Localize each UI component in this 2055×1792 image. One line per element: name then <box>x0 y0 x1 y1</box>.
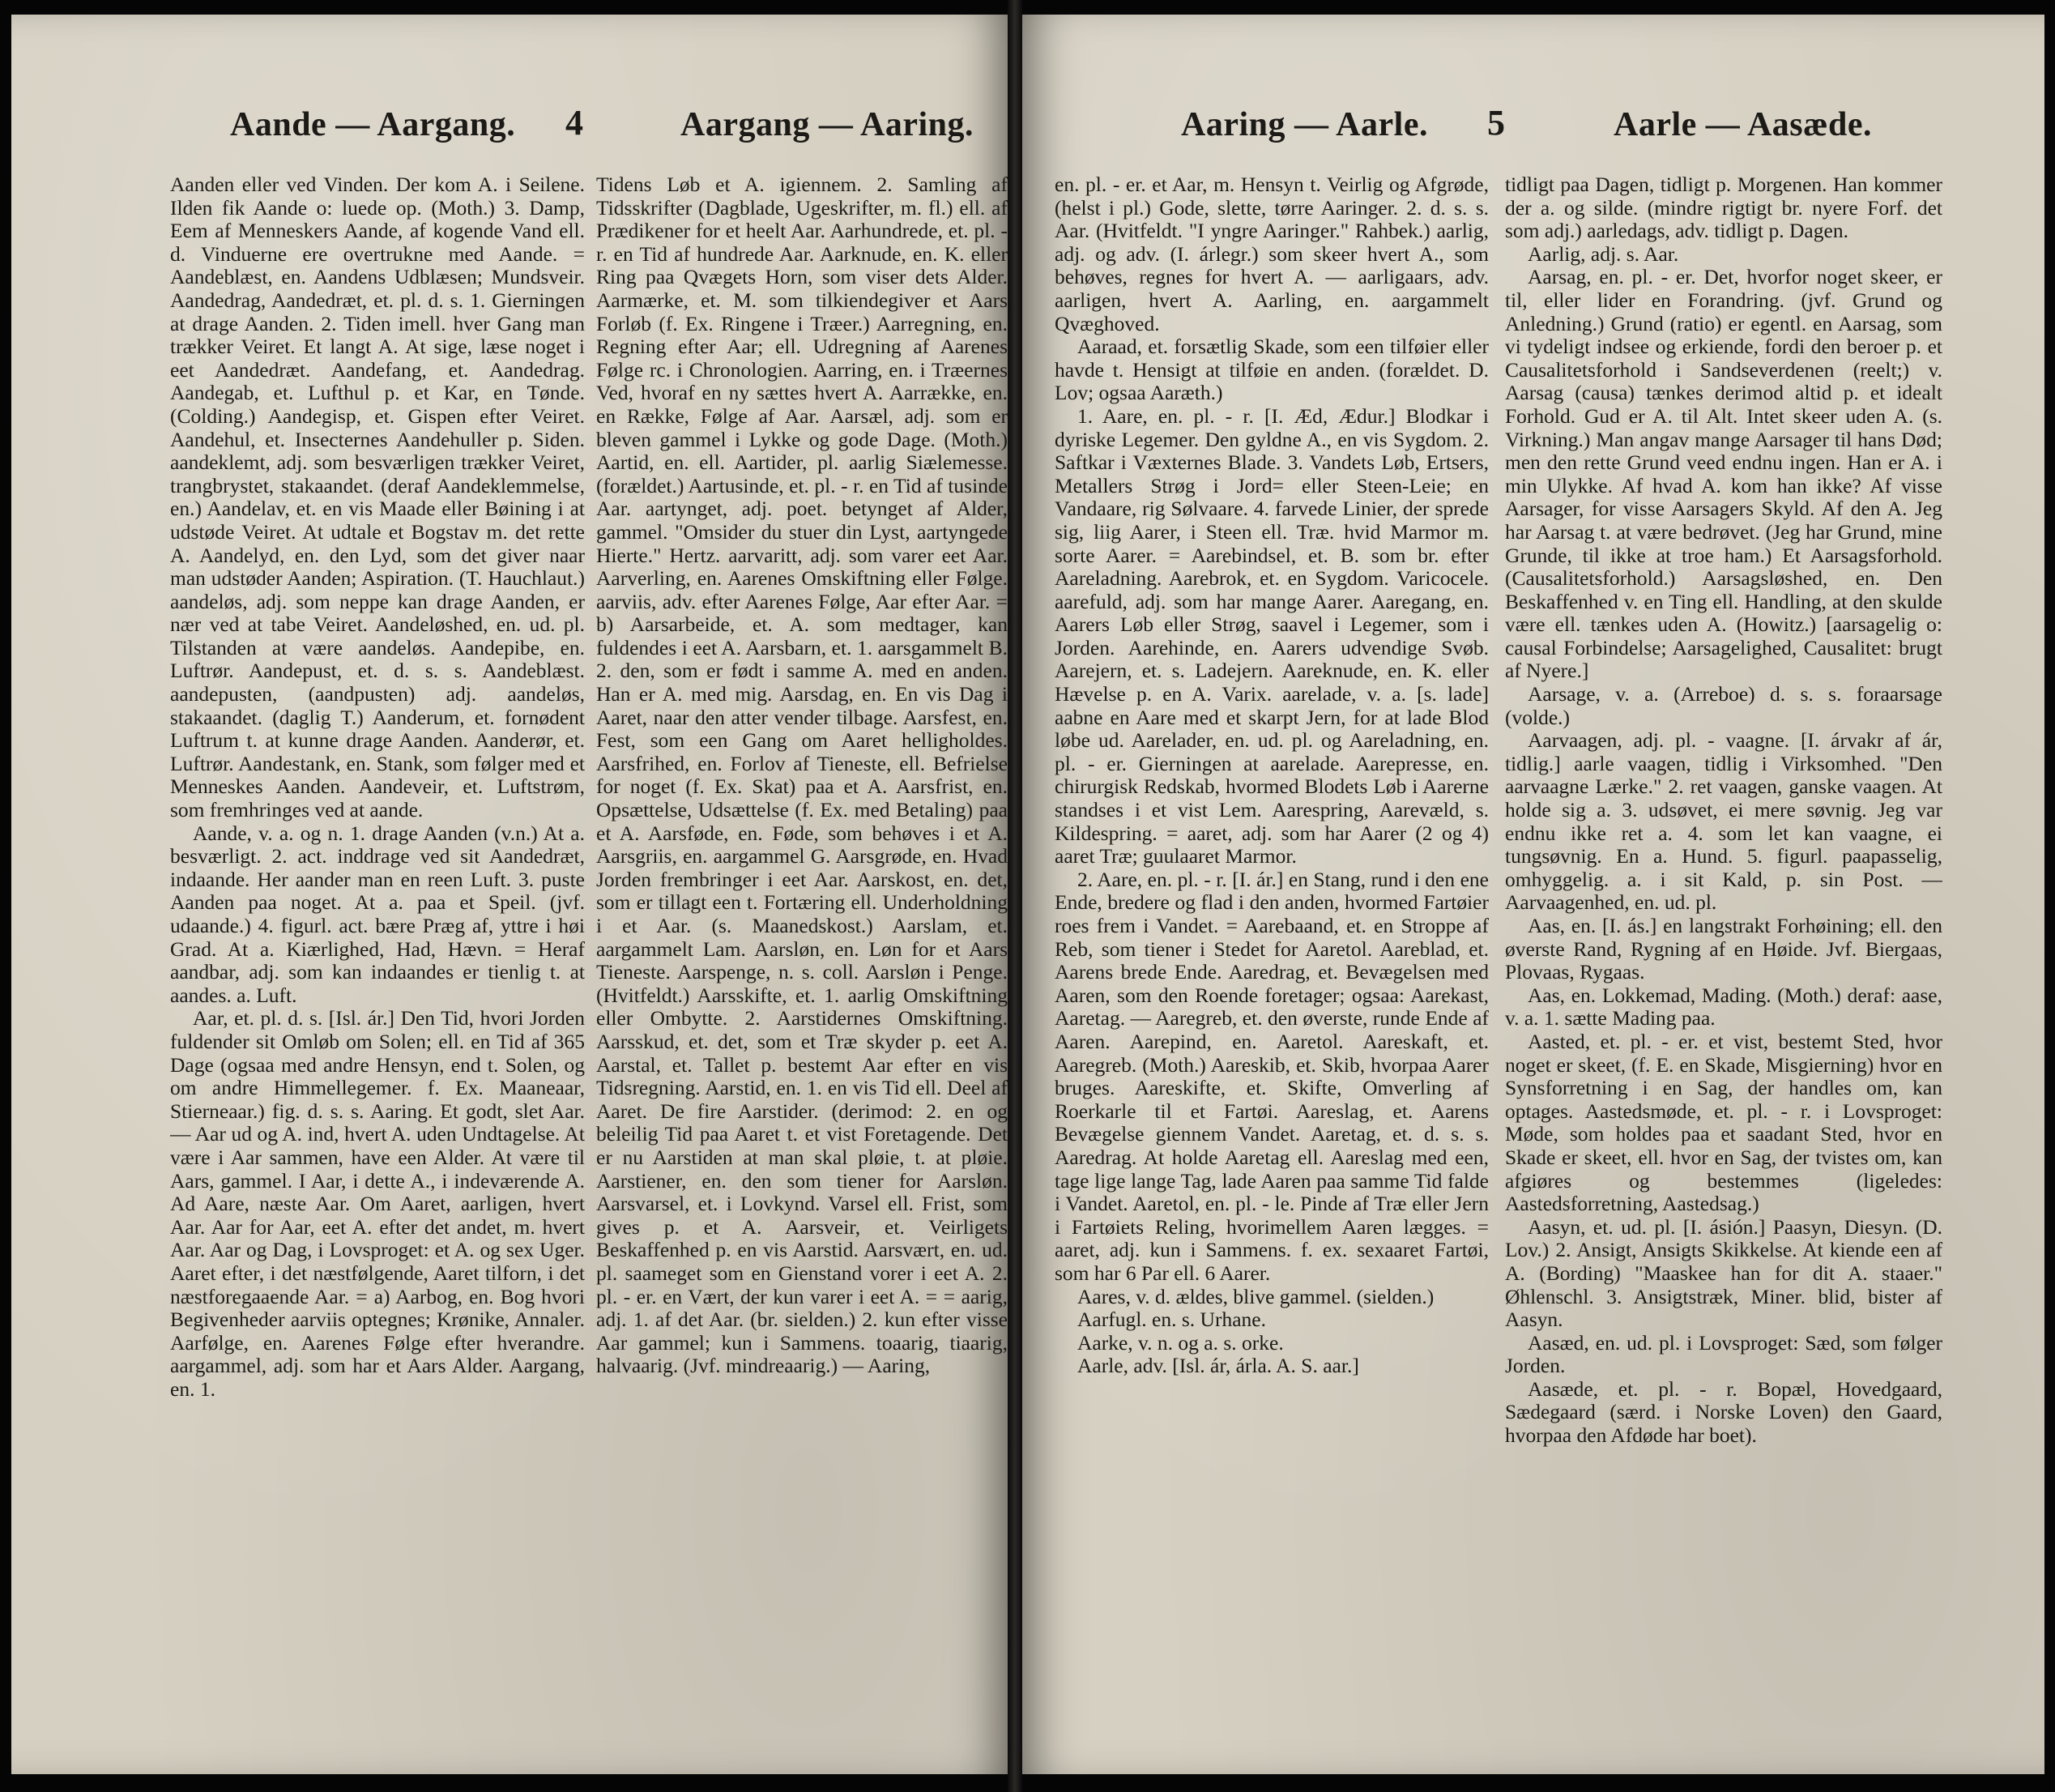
entry-paragraph: 1. Aare, en. pl. - r. [I. Æd, Ædur.] Blodkar i dyriske Legemer. Den gyldne A., en vis Sygdom. 2. Saftkar i Væxternes Blade. 3. Vandets Løb, Ertsers, Metallers Strøg i Jord= eller Steen-Leie; en Vandaare, rig Sølvaare. 4. farvede Linier, der sprede sig, liig Aarer, i Steen ell. Træ. hvid Marmor m. sorte Aarer. = Aarebindsel, et. B. som br. efter Aareladning. Aarebrok, et. en Sygdom. Varicocele. aarefuld, adj. som har mange Aarer. Aaregang, en. Aarers Løb eller Strøg, saavel i Legemer, som i Jorden. Aarehinde, en. Aarers udvendige Svøb. Aarejern, et. s. Ladejern. Aareknude, en. K. eller Hævelse p. en A. Varix. aarelade, v. a. [s. lade] aabne en Aare med et skarpt Jern, for at lade Blod løbe ud. Aarelader, en. ud. pl. og Aareladning, en. pl. - er. Gierningen at aarelade. Aarepresse, en. chirurgisk Redskab, hvormed Blodets Løb i Aarerne standses i et vist Lem. Aarespring, Aarevæld, s. Kildespring. = aaret, adj. som har Aarer (2 og 4) aaret Træ; guulaaret Marmor. <box>1055 403 1489 868</box>
entry-paragraph: tidligt paa Dagen, tidligt p. Morgenen. Han kommer der a. og silde. (mindre rigtigt br. nyere Forf. det som adj.) aarledags, adv. tidligt p. Dagen. <box>1505 173 1942 243</box>
entry-paragraph: Aanden eller ved Vinden. Der kom A. i Seilene. Ilden fik Aande o: luede op. (Moth.) 3. Damp, Eem af Menneskers Aande, af kogende Vand ell. d. Vinduerne ere overtrukne med Aande. = Aandeblæst, en. Aandens Udblæsen; Mundsveir. Aandedrag, Aandedræt, et. pl. d. s. 1. Gierningen at drage Aanden. 2. Tiden imell. hver Gang man trækker Veiret. Et langt A. At sige, læse noget i eet Aandedræt. Aandefang, et. Aandedrag. Aandegab, et. Lufthul p. et Kar, en Tønde. (Colding.) Aandegisp, et. Gispen efter Veiret. Aandehul, et. Insecternes Aandehuller p. Siden. aandeklemt, adj. som besværligen trækker Veiret, trangbrystet, stakaandet. (deraf Aandeklemmelse, en.) Aandelav, et. en vis Maade eller Bøining i at udstøde Veiret. At udtale et Bogstav m. det rette A. Aandelyd, en. den Lyd, som det giver naar man udstøder Aanden; Aspiration. (T. Hauchlaut.) aandeløs, adj. som neppe kan drage Aanden, er nær ved at tabe Veiret. Aandeløshed, en. ud. pl. Tilstanden at være aandeløs. Aandepibe, en. Luftrør. Aandepust, et. d. s. s. Aandeblæst. aandepusten, (aandpusten) adj. aandeløs, stakaandet. (daglig T.) Aanderum, et. fornødent Luftrum t. at kunne drage Aanden. Aanderør, et. Luftrør. Aandestank, en. Stank, som følger med et Menneskes Aanden. Aandeveir, et. Luftstrøm, som fremhringes ved at aande. <box>170 173 585 822</box>
right-page-number: 5 <box>1487 103 1505 143</box>
entry-paragraph: Aande, v. a. og n. 1. drage Aanden (v.n.) At a. besværligt. 2. act. inddrage ved sit Aandedræt, indaande. Her aander man en reen Luft. 3. puste Aanden paa noget. At a. paa et Speil. (jvf. udaande.) 4. figurl. act. bære Præg af, yttre i høi Grad. At a. Kiærlighed, Had, Hævn. = Heraf aandbar, adj. som kan indaandes er tienlig t. at aandes. a. Luft. <box>170 821 585 1007</box>
left-page-running-head-right: Aargang — Aaring. <box>680 106 974 143</box>
right-page-column-1 <box>1055 173 1489 1713</box>
entry-paragraph: Aar, et. pl. d. s. [Isl. ár.] Den Tid, hvori Jorden fuldender sit Omløb om Solen; ell. en Tid af 365 Dage (ogsaa med andre Hensyn, end t. Solen, og om andre Himmellegemer. f. Ex. Maaneaar, Stierneaar.) fig. d. s. s. Aaring. Et godt, slet Aar. — Aar ud og A. ind, hvert A. uden Undtagelse. At være i Aar sammen, have een Alder. At være til Aars, gammel. I Aar, i dette A., i indeværende A. Ad Aare, næste Aar. Om Aaret, aarligen, hvert Aar. Aar for Aar, eet A. efter det andet, m. hvert Aar. Aar og Dag, i Lovsproget: et A. og sex Uger. Aaret efter, i det næstfølgende, Aaret tilforn, i det næstforegaaende Aar. = a) Aarbog, en. Bog hvori Begivenheder aarviis optegnes; Krønike, Annaler. Aarfølge, en. Aarenes Følge efter hverandre. aargammel, adj. som har et Aars Alder. Aargang, en. 1. <box>170 1006 585 1401</box>
entry-paragraph: Aarsag, en. pl. - er. Det, hvorfor noget skeer, er til, eller lider en Forandring. (jvf. Grund og Anledning.) Grund (ratio) er egentl. en Aarsag, som vi tydeligt indsee og erkiende, fordi den beroer p. et Causalitetsforhold i Sandseverdenen (reelt;) v. Aarsag (causa) tænkes derimod altid p. et idealt Forhold. Gud er A. til Alt. Intet skeer uden A. (s. Virkning.) Man angav mange Aarsager til hans Død; men den rette Grund veed endnu ingen. Han er A. i min Ulykke. Af hvad A. kom han ikke? Af visse Aarsager, for visse Aarsagers Skyld. Af den A. Jeg har Aarsag t. at være bedrøvet. (Jeg har Grund, mine Grunde, til ikke at troe ham.) Et Aarsagsforhold. (Causalitetsforhold.) Aarsagsløshed, en. Den Beskaffenhed v. en Ting ell. Handling, at den skulde være ell. tænkes uden A. (Howitz.) [aarsagelig o: causal Forbindelse; Aarsagelighed, Causalitet: brugt af Nyere.] <box>1505 265 1942 683</box>
entry-paragraph: Aas, en. [I. ás.] en langstrakt Forhøining; ell. den øverste Rand, Rygning af en Høide. Jvf. Biergaas, Plovaas, Rygaas. <box>1505 914 1942 984</box>
book-gutter <box>1008 0 1022 1792</box>
entry-paragraph: 2. Aare, en. pl. - r. [I. ár.] en Stang, rund i den ene Ende, bredere og flad i den anden, hvormed Fartøier roes frem i Vandet. = Aarebaand, et. en Stroppe af Reb, som tiener i Stedet for Aaretol. Aareblad, et. Aarens brede Ende. Aaredrag, et. Bevægelsen med Aaren, som den Roende foretager; ogsaa: Aarekast, Aaretag. — Aaregreb, et. den øverste, runde Ende af Aaren. Aarepind, en. Aaretol. Aareskaft, et. Aaregreb. (Moth.) Aareskib, et. Skib, hvorpaa Aarer bruges. Aareskifte, et. Skifte, Omverling af Roerkarle til et Fartøi. Aareslag, et. Aarens Bevægelse giennem Vandet. Aaretag, et. d. s. s. Aaredrag. At holde Aaretag ell. Aareslag med een, tage lige lange Tag, lade Aaren paa samme Tid falde i Vandet. Aaretol, en. pl. - le. Pinde af Træ eller Jern i Fartøiets Reling, hvorimellem Aaren lægges. = aaret, adj. kun i Sammens. f. ex. sexaaret Fartøi, som har 6 Par ell. 6 Aarer. <box>1055 867 1489 1285</box>
entry-paragraph: Aarke, v. n. og a. s. orke. <box>1077 1330 1284 1355</box>
entry-paragraph: Tidens Løb et A. igiennem. 2. Samling af Tidsskrifter (Dagblade, Ugeskrifter, m. fl.) ell. af Prædikener for et heelt Aar. Aarhundrede, et. pl. - r. en Tid af hundrede Aar. Aarknude, en. K. eller Ring paa Qvægets Horn, som viser dets Alder. Aarmærke, et. M. som tilkiendegiver et Aars Forløb (f. Ex. Ringene i Træer.) Aarregning, en. Regning efter Aar; ell. Udregning af Aarenes Følge rc. i Chronologien. Aarring, en. i Træernes Ved, hvoraf en ny sættes hvert A. Aarrække, en. en Række, Følge af Aar. Aarsæl, adj. som er bleven gammel i Lykke og gode Dage. (Moth.) Aartid, en. ell. Aartider, pl. aarlig Siælemesse. (forældet.) Aartusinde, et. pl. - r. en Tid af tusinde Aar. aartynget, adj. poet. betynget af Alder, gammel. "Omsider du stuer din Lyst, aartyngede Hierte." Hertz. aarvaritt, adj. som varer eet Aar. Aarverling, en. Aarenes Omskiftning eller Følge. aarviis, adv. efter Aarenes Følge, Aar efter Aar. = b) Aarsarbeide, et. A. som medtager, kan fuldendes i eet A. Aarsbarn, et. 1. aarsgammelt B. 2. den, som er født i samme A. med en anden. Han er A. med mig. Aarsdag, en. En vis Dag i Aaret, naar den atter vender tilbage. Aarsfest, en. Fest, som een Gang om Aaret helligholdes. Aarsfrihed, en. Forlov af Tieneste, ell. Befrielse for noget (f. Ex. Skat) paa et A. Aarsfrist, en. Opsættelse, Udsættelse (f. Ex. med Betaling) paa et A. Aarsføde, en. Føde, som behøves i et A. Aarsgriis, en. aargammel G. Aarsgrøde, en. Hvad Jorden frembringer i eet Aar. Aarskost, en. det, som er tillagt een t. Fortæring ell. Underholdning i et Aar. (s. Maanedskost.) Aarslam, et. aargammelt Lam. Aarsløn, en. Løn for et Aars Tieneste. Aarspenge, n. s. coll. Aarsløn i Penge. (Hvitfeldt.) Aarsskifte, et. 1. aarlig Omskiftning eller Ombytte. 2. Aarstidernes Omskiftning. Aarsskud, et. det, som et Træ skyder p. eet A. Aarstal, et. Tallet p. bestemt Aar efter en vis Tidsregning. Aarstid, en. 1. en vis Tid ell. Deel af Aaret. De fire Aarstider. (derimod: 2. en og beleilig Tid paa Aaret t. et vist Foretagende. Det er nu Aarstiden at man skal pløie, t. at pløie. Aarstiener, en. den som tiener for Aarsløn. Aarsvarsel, et. i Lovkynd. Varsel ell. Frist, som gives p. et A. Aarsveir, et. Veirligets Beskaffenhed p. en vis Aarstid. Aarsvært, en. ud. pl. saameget som en Gienstand vorer i eet A. 2. pl. - er. en Vært, der kun varer i eet A. = = aarig, adj. 1. af det Aar. (br. sielden.) 2. kun efter visse Aar gammel; kun i Sammens. toaarig, tiaarig, halvaarig. (Jvf. mindreaarig.) — Aaring, <box>596 173 1008 1378</box>
entry-paragraph: Aaraad, et. forsætlig Skade, som een tilføier eller havde t. Hensigt at tilføie en anden. (forældet. D. Lov; ogsaa Aaræth.) <box>1055 335 1489 405</box>
entry-paragraph: Aarsage, v. a. (Arreboe) d. s. s. foraarsage (volde.) <box>1505 682 1942 729</box>
entry-paragraph: Aasted, et. pl. - er. et vist, bestemt Sted, hvor noget er skeet, (f. E. en Skade, Misgierning) hvor en Synsforretning i en Sag, der handles om, kan optages. Aastedsmøde, et. pl. - r. i Lovsproget: Møde, som holdes paa et saadant Sted, hvor en Skade er skeet, ell. hvor en Sag, der tvistes om, kan afgiøres og bestemmes (ligeledes: Aastedsforretning, Aastedsag.) <box>1505 1029 1942 1216</box>
right-page <box>1022 15 2044 1774</box>
entry-paragraph: Aarle, adv. [Isl. ár, árla. A. S. aar.] <box>1077 1354 1359 1378</box>
entry-paragraph: Aares, v. d. ældes, blive gammel. (sielden.) <box>1077 1284 1435 1308</box>
left-page-column-1 <box>170 173 585 1713</box>
right-page-column-2 <box>1505 173 1942 1713</box>
left-page <box>11 15 1008 1774</box>
entry-paragraph: Aarfugl. en. s. Urhane. <box>1077 1308 1266 1332</box>
entry-paragraph: Aarlig, adj. s. Aar. <box>1528 241 1679 266</box>
entry-paragraph: Aarvaagen, adj. pl. - vaagne. [I. árvakr af ár, tidlig.] aarle vaagen, tidlig i Virksomhed. "Den aarvaagne Lærke." 2. ret vaagen, ganske vaagen. At holde sig a. 3. udsøvet, ei mere søvnig. Jeg var endnu ikke ret a. 4. som let kan vaagne, ei tungsøvnig. En a. Hund. 5. figurl. paapasselig, omhyggelig. a. i sit Kald, p. sin Post. — Aarvaagenhed, en. ud. pl. <box>1505 728 1942 915</box>
left-page-number: 4 <box>565 103 583 143</box>
entry-paragraph: Aasæde, et. pl. - r. Bopæl, Hovedgaard, Sædegaard (særd. i Norske Loven) den Gaard, hvorpaa den Afdøde har boet). <box>1505 1376 1942 1448</box>
right-page-running-head-left: Aaring — Aarle. <box>1181 106 1428 143</box>
left-page-column-2 <box>596 173 1008 1713</box>
entry-paragraph: Aas, en. Lokkemad, Mading. (Moth.) deraf: aase, v. a. 1. sætte Mading paa. <box>1505 983 1942 1030</box>
right-page-running-head-right: Aarle — Aasæde. <box>1614 106 1872 143</box>
entry-paragraph: Aasæd, en. ud. pl. i Lovsproget: Sæd, som følger Jorden. <box>1505 1330 1942 1378</box>
entry-paragraph: Aasyn, et. ud. pl. [I. ásión.] Paasyn, Diesyn. (D. Lov.) 2. Ansigt, Ansigts Skikkelse. At kiende een af A. (Bording) "Maaskee han for dit A. staaer." Øhlenschl. 3. Ansigtstræk, Miner. blid, bister af Aasyn. <box>1505 1214 1942 1332</box>
entry-paragraph: en. pl. - er. et Aar, m. Hensyn t. Veirlig og Afgrøde, (helst i pl.) Gode, slette, tørre Aaringer. 2. d. s. s. Aar. (Hvitfeldt. "I yngre Aaringer." Rahbek.) aarlig, adj. og adv. (I. árlegr.) som skeer hvert A., som behøves, regnes for hvert A. — aarligaars, adv. aarligen, hvert A. Aarling, en. aargammelt Qvæghoved. <box>1055 173 1489 335</box>
left-page-running-head-left: Aande — Aargang. <box>230 106 516 143</box>
